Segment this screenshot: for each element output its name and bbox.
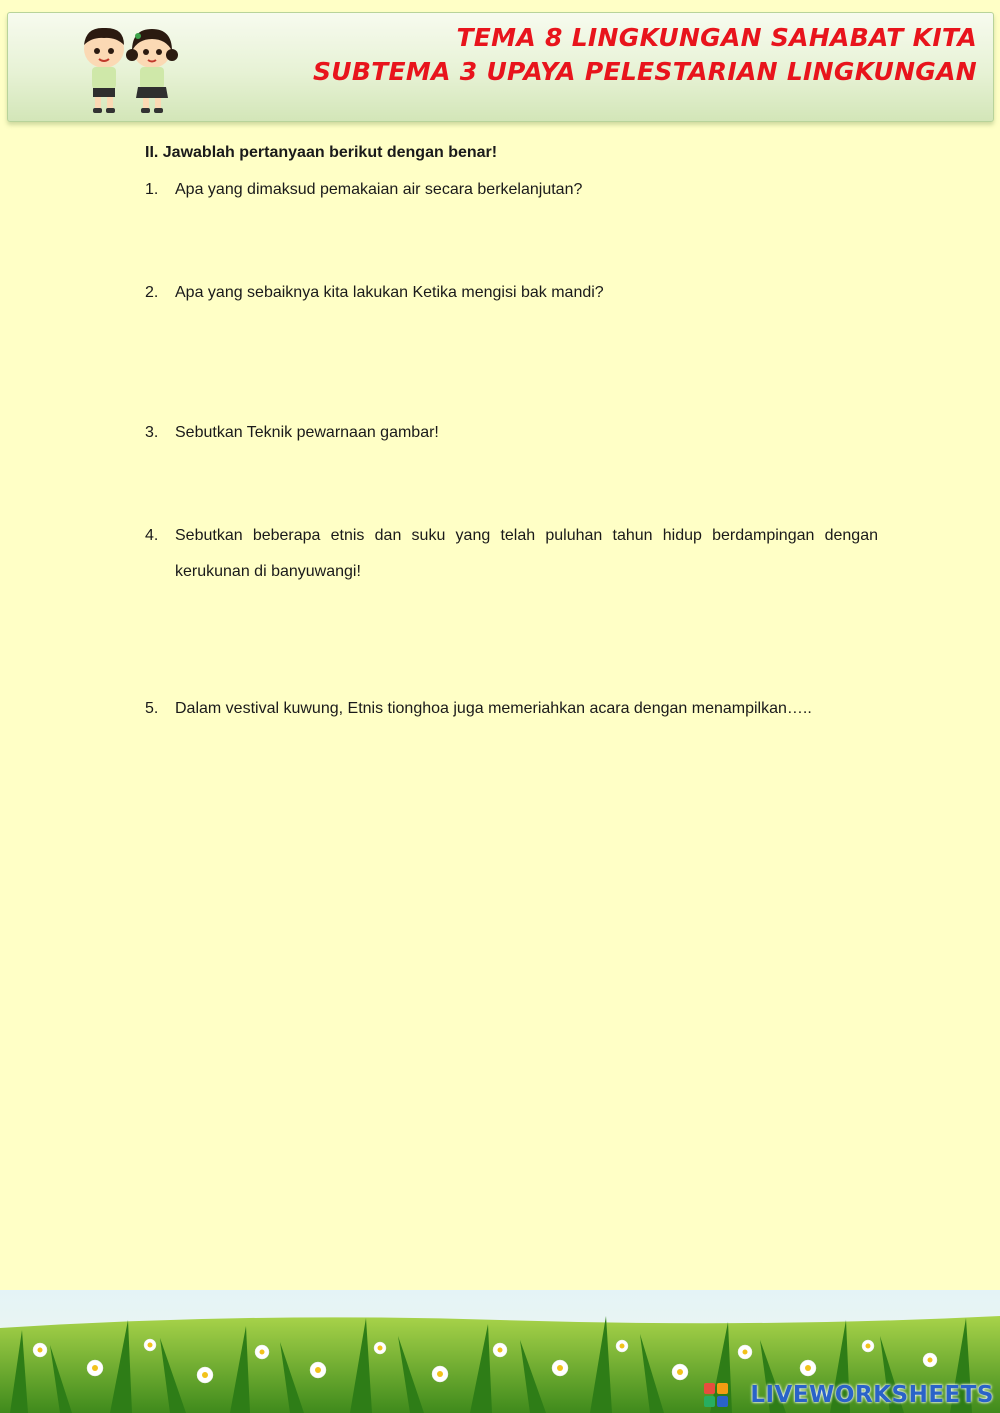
liveworksheets-logo-icon — [704, 1383, 728, 1407]
question-number: 2. — [145, 284, 159, 301]
question-text: Apa yang sebaiknya kita lakukan Ketika mengisi bak mandi? — [175, 284, 604, 301]
question-item — [145, 415, 878, 451]
question-number: 3. — [145, 424, 159, 441]
question-item — [145, 518, 878, 590]
subtheme-title: SUBTEMA 3 UPAYA PELESTARIAN LINGKUNGAN — [312, 57, 977, 86]
liveworksheets-brand[interactable]: LIVEWORKSHEETS — [750, 1382, 994, 1408]
question-text: Dalam vestival kuwung, Etnis tionghoa juga memeriahkan acara dengan menampilkan….. — [175, 700, 812, 717]
question-text: Sebutkan Teknik pewarnaan gambar! — [175, 424, 439, 441]
question-text: Sebutkan beberapa etnis dan suku yang telah puluhan tahun hidup berdampingan dengan kerukunan di banyuwangi! — [175, 527, 878, 580]
header-banner — [7, 12, 994, 122]
question-item — [145, 691, 878, 727]
question-number: 5. — [145, 700, 159, 717]
question-item — [145, 275, 878, 311]
two-children-icon — [72, 21, 184, 116]
question-item — [145, 172, 878, 208]
question-text: Apa yang dimaksud pemakaian air secara berkelanjutan? — [175, 181, 583, 198]
question-number: 4. — [145, 527, 159, 544]
theme-title: TEMA 8 LINGKUNGAN SAHABAT KITA — [456, 23, 977, 52]
question-number: 1. — [145, 181, 159, 198]
section-heading: II. Jawablah pertanyaan berikut dengan benar! — [145, 144, 498, 161]
